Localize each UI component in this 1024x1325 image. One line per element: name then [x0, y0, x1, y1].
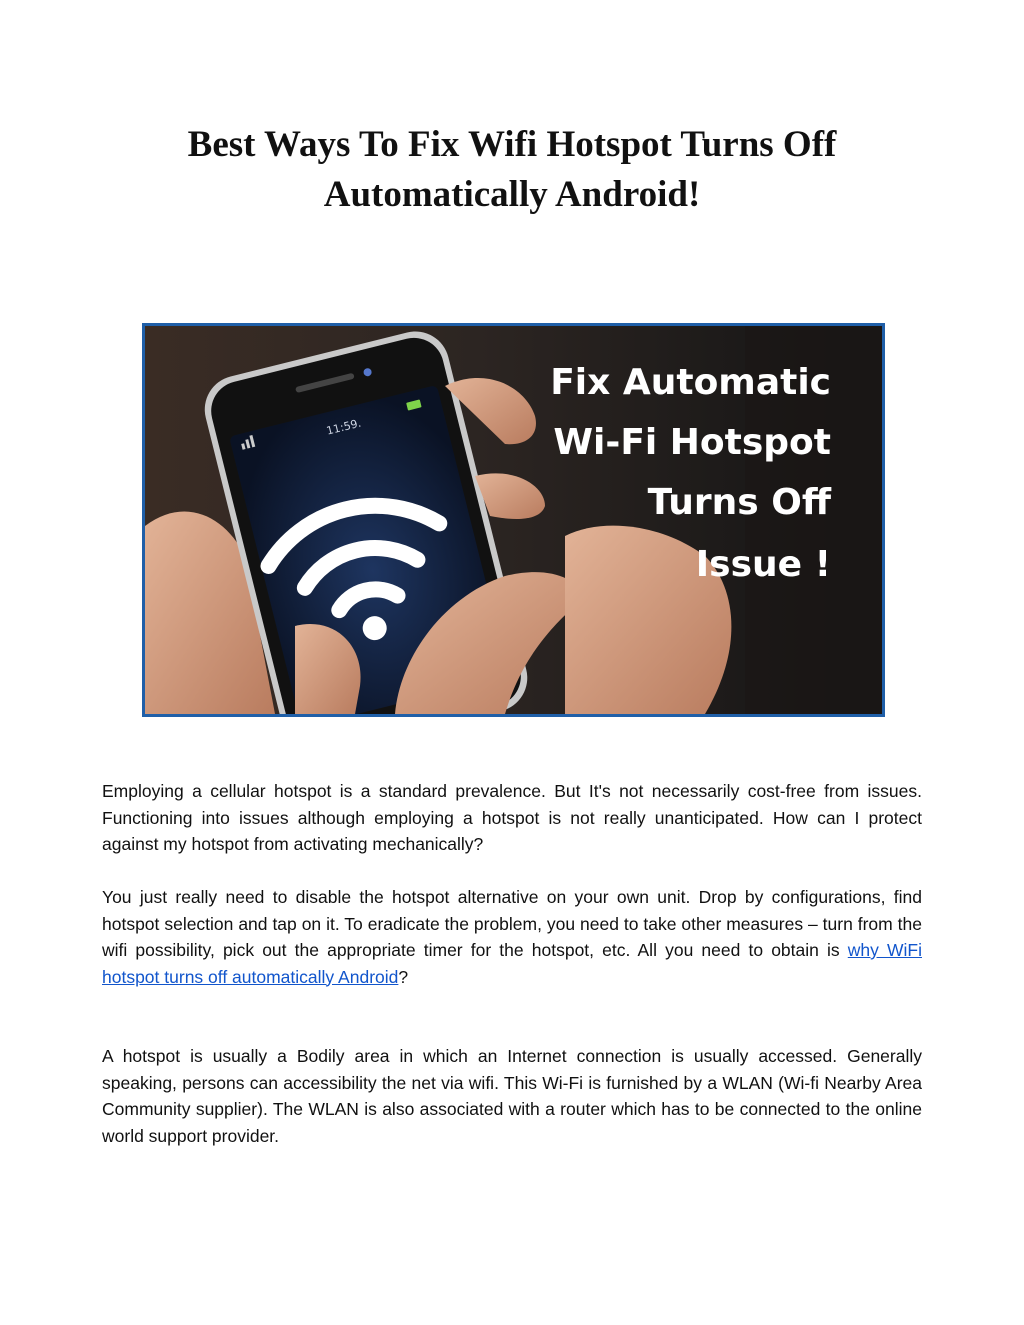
paragraph-2-text: You just really need to disable the hotspot alternative on your own unit. Drop by configurations, find hotspot selection and tap on it. To eradicate the problem, you need to take other measures – turn from the wifi possibility, pick out the appropriate timer for the hotspot, etc. All you need to obtain is: [102, 887, 922, 960]
title-line-2: Automatically Android!: [323, 174, 701, 215]
title-line-1: Best Ways To Fix Wifi Hotspot Turns Off: [187, 124, 837, 165]
hero-illustration: [145, 326, 882, 714]
overlay-line-1: Fix Automatic: [550, 362, 831, 403]
paragraph-2: [102, 884, 922, 990]
overlay-line-2: Wi-Fi Hotspot: [553, 422, 831, 463]
phone-time: 11:59.: [325, 416, 363, 438]
page-title: [100, 120, 924, 220]
paragraph-1: Employing a cellular hotspot is a standard prevalence. But It's not necessarily cost-free from issues. Functioning into issues although employing a hotspot is not really unanticipated. How can I protect against my hotspot from activating mechanically?: [102, 781, 922, 854]
overlay-line-3: Turns Off: [647, 482, 831, 523]
paragraph-3: A hotspot is usually a Bodily area in which an Internet connection is usually accessed. Generally speaking, persons can accessibility the net via wifi. This Wi-Fi is furnished by a WLAN (Wi-fi Nearby Area Community supplier). The WLAN is also associated with a router which has to be connected to the online world support provider.: [102, 1046, 922, 1146]
hotspot-article-link[interactable]: why WiFi hotspot turns off automatically Android: [102, 940, 922, 987]
hero-image: [142, 323, 885, 717]
paragraph-2-end: ?: [398, 966, 409, 987]
overlay-line-4: Issue !: [695, 544, 831, 585]
